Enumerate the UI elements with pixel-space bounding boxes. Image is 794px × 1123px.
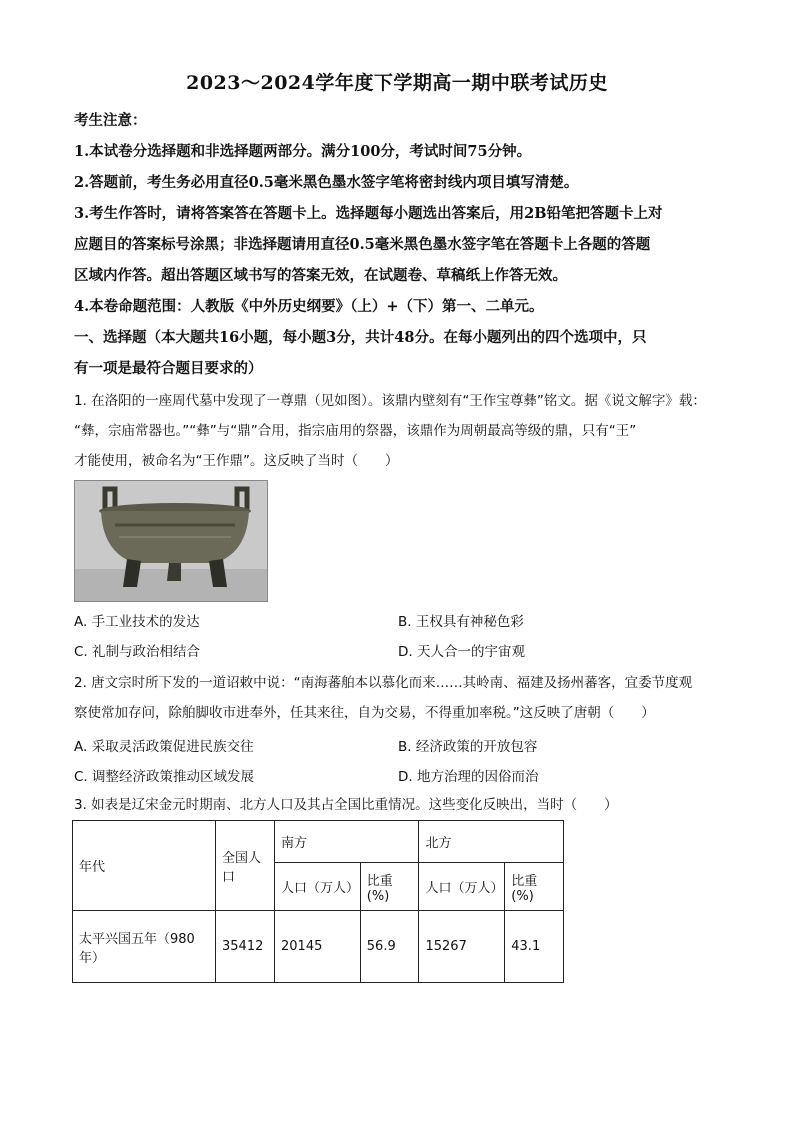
q1-line-1: 1. 在洛阳的一座周代墓中发现了一尊鼎（见如图）。该鼎内壁刻有“王作宝尊彝”铭文。据《说文解字》载：	[74, 393, 706, 409]
q1-line-3: 才能使用，被命名为“王作鼎”。这反映了当时（ ）	[74, 453, 399, 469]
q2-option-b[interactable]: B. 经济政策的开放包容	[398, 739, 538, 755]
notice-item-1: 1.本试卷分选择题和非选择题两部分。满分100分，考试时间75分钟。	[74, 143, 532, 160]
notice-item-3-end: 区域内作答。超出答题区域书写的答案无效，在试题卷、草稿纸上作答无效。	[74, 267, 567, 284]
q1-option-c[interactable]: C. 礼制与政治相结合	[74, 644, 201, 660]
table-subheader-north-pop: 人口（万人）	[419, 863, 505, 911]
table-subheader-south-ratio: 比重(%)	[360, 863, 419, 911]
page-title: 2023～2024学年度下学期高一期中联考试历史	[186, 72, 608, 94]
q1-line-2: “彝，宗庙常器也。”“彝”与“鼎”合用，指宗庙用的祭器，该鼎作为周朝最高等级的鼎，只有“王”	[74, 423, 637, 439]
notice-heading: 考生注意：	[74, 112, 147, 129]
q2-line-1: 2. 唐文宗时所下发的一道诏敕中说：“南海蕃舶本以慕化而来……其岭南、福建及扬州蕃客，宜委节度观	[74, 675, 693, 691]
table-cell-total: 35412	[216, 911, 275, 983]
q2-option-d[interactable]: D. 地方治理的因俗而治	[398, 769, 539, 785]
q2-line-2: 察使常加存问，除舶脚收市进奉外，任其来往，自为交易，不得重加率税。”这反映了唐朝（ ）	[74, 705, 655, 721]
notice-item-3-cont: 应题目的答案标号涂黑；非选择题请用直径0.5毫米黑色墨水签字笔在答题卡上各题的答题	[74, 236, 651, 253]
table-row	[73, 911, 564, 983]
table-cell-north-ratio: 43.1	[505, 911, 564, 983]
notice-item-4: 4.本卷命题范围：人教版《中外历史纲要》（上）+（下）第一、二单元。	[74, 298, 544, 315]
section-heading-cont: 有一项是最符合题目要求的）	[74, 360, 263, 377]
table-header-south: 南方	[275, 821, 419, 863]
q2-option-a[interactable]: A. 采取灵活政策促进民族交往	[74, 739, 254, 755]
notice-item-3: 3.考生作答时，请将答案答在答题卡上。选择题每小题选出答案后，用2B铅笔把答题卡上对	[74, 205, 663, 222]
table-header-year: 年代	[73, 821, 216, 911]
table-cell-north-pop: 15267	[419, 911, 505, 983]
table-subheader-south-pop: 人口（万人）	[275, 863, 361, 911]
table-cell-south-pop: 20145	[275, 911, 361, 983]
table-cell-south-ratio: 56.9	[360, 911, 419, 983]
table-header-north: 北方	[419, 821, 564, 863]
table-header-total: 全国人口	[216, 821, 275, 911]
q2-option-c[interactable]: C. 调整经济政策推动区域发展	[74, 769, 255, 785]
q1-option-d[interactable]: D. 天人合一的宇宙观	[398, 644, 525, 660]
q1-option-b[interactable]: B. 王权具有神秘色彩	[398, 614, 524, 630]
table-subheader-north-ratio: 比重(%)	[505, 863, 564, 911]
population-table	[72, 820, 564, 983]
ding-vessel-icon	[75, 481, 267, 601]
section-heading: 一、选择题（本大题共16小题，每小题3分，共计48分。在每小题列出的四个选项中，只	[74, 329, 647, 346]
q3-line: 3. 如表是辽宋金元时期南、北方人口及其占全国比重情况。这些变化反映出，当时（ ）	[74, 797, 618, 813]
q1-option-a[interactable]: A. 手工业技术的发达	[74, 614, 200, 630]
table-cell-year: 太平兴国五年（980年）	[73, 911, 216, 983]
notice-item-2: 2.答题前，考生务必用直径0.5毫米黑色墨水签字笔将密封线内项目填写清楚。	[74, 174, 579, 191]
bronze-ding-photo	[74, 480, 268, 602]
